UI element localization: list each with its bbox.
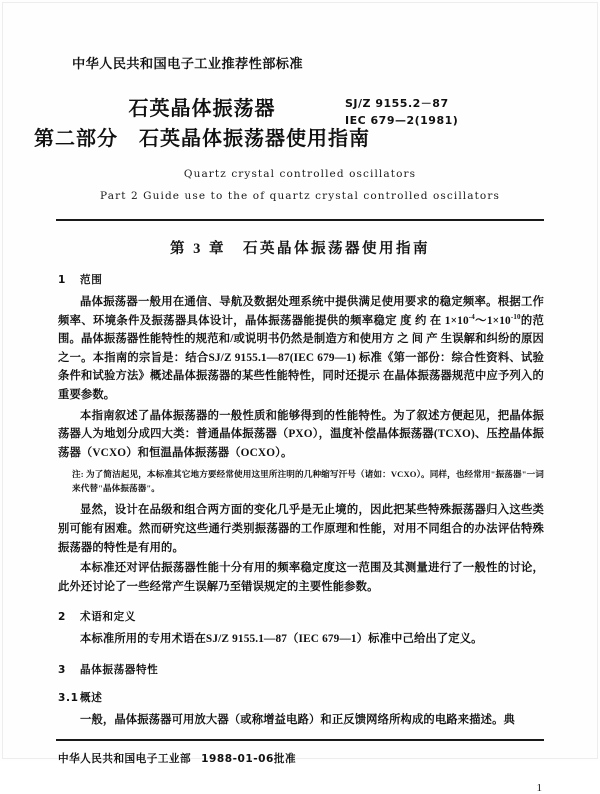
section-heading-1 [58,272,544,287]
paragraph-1-3: 显然，设计在品级和组合两方面的变化几乎是无止境的，因此把某些特殊振荡器归入这些类别可能有困难。然而研究这些通行类别振荡器的工作原理和性能，对用不同组合的办法评估特殊振荡器的特性是有用的。 [58,504,544,554]
paragraph-3-1-1: 一般，晶体振荡器可用放大器（或称增益电路）和正反馈网络所构成的电路来描述。典 [80,713,515,726]
title-chinese-line2: 第二部分 石英晶体振荡器使用指南 [34,128,370,150]
section-number-2: 2 [58,611,66,624]
paragraph-1-4: 本标准还对评估振荡器性能十分有用的频率稳定度这一范围及其测量进行了一般性的讨论，此外还讨论了一些经常产生误解乃至错误规定的主要性能参数。 [58,562,544,593]
standard-codes [345,95,458,129]
section-note: 注: 为了简洁起见，本标准其它地方要经常使用这里所注明的几种缩写汗号（诸如：VCXO）。同样，也经常用"振荡器"一词来代替"晶体振荡器"。 [72,469,544,493]
standard-code-sj: SJ/Z 9155.2－87 [345,97,449,110]
footer-issuer: 中华人民共和国电子工业部 [58,752,192,765]
title-chinese-line1: 石英晶体振荡器 [128,98,276,120]
title-block [0,92,600,154]
section-title-3: 晶体振荡器特性 [80,663,159,676]
section-heading-2 [58,609,544,624]
section-heading-3 [58,662,544,677]
section-number-1: 1 [58,274,66,286]
divider-bottom [56,739,544,741]
paragraph-1-1: 晶体振荡器一般用在通信、导航及数据处理系统中提供满足使用要求的稳定频率。根据工作频率、环境条件及振荡器具体设计，晶体振荡器能提供的频率稳定 度 约 在 $1\times 10^{-4}\sim 1\times 10^{-10}$的范围。晶体振荡器性能特性的规范和/或说明书仍然是制造方和使用方 之 间 产 生误解和纠纷的原因之一。本指南的宗旨是：结合SJ/Z 9155.1—87(IEC 679—1) 标准《第一部份：综合性资料、试验条件和试验方法》概述晶体振荡器的某些性能特性，同时还提示 在晶体振荡器规范中应予列入的重要参数。 [58,296,544,401]
page-number: 1 [536,781,542,794]
section-title-2: 术语和定义 [80,611,136,624]
section-number-3: 3 [58,663,66,676]
section-title-3-1: 概述 [80,691,103,704]
footer-approval [0,751,600,766]
footer-approval-date: 1988-01-06批准 [201,752,297,765]
paragraph-1-2: 本指南叙述了晶体振荡器的一般性质和能够得到的性能特性。为了叙述方便起见，把晶体振荡器人为地划分成四大类：普通晶体振荡器（PXO），温度补偿晶体振荡器(TCXO)、压控晶体振荡器（VCXO）和恒温晶体振荡器（OCXO）。 [58,409,544,459]
title-english-line2: Part 2 Guide use to the of quartz crystal controlled oscillators [100,190,500,202]
title-english-line1: Quartz crystal controlled oscillators [183,168,417,180]
masthead-title: 中华人民共和国电子工业推荐性部标准 [72,57,303,72]
paragraph-2-1: 本标准所用的专用术语在SJ/Z 9155.1—87（IEC 679—1）标准中己给出了定义。 [80,633,483,646]
section-heading-3-1 [58,690,544,705]
section-title-1: 范围 [80,274,103,286]
divider-top [56,219,544,221]
body-content [0,272,600,730]
standard-code-iec: IEC 679—2(1981) [345,114,459,127]
section-number-3-1: 3.1 [58,691,79,704]
chapter-heading: 第 3 章 石英晶体振荡器使用指南 [170,241,430,257]
